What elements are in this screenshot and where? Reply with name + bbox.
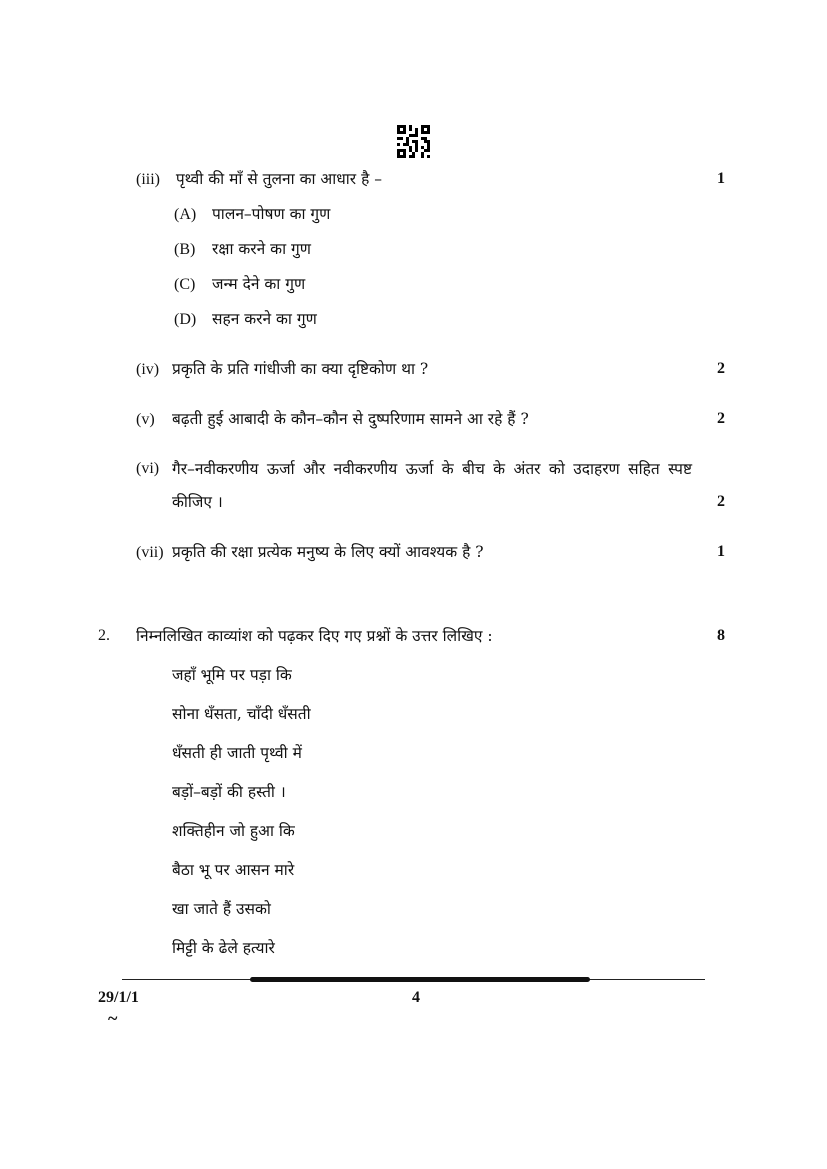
option-text: रक्षा करने का गुण: [212, 240, 311, 258]
option-label: (A): [174, 206, 197, 223]
question-v: [136, 409, 529, 430]
question-number: (vii): [136, 544, 164, 561]
option-text: जन्म देने का गुण: [212, 275, 306, 293]
marks: 2: [717, 493, 725, 510]
question-number: (iii): [136, 171, 160, 188]
question-text: पृथ्वी की माँ से तुलना का आधार है –: [175, 170, 382, 188]
option-d: [174, 309, 317, 330]
marks: 1: [717, 543, 725, 560]
question-vii: [136, 542, 484, 563]
option-a: [174, 204, 330, 225]
option-label: (D): [174, 311, 197, 328]
footer-mark: ~: [108, 1008, 118, 1028]
footer-rule-bold: [250, 977, 590, 982]
paper-code: 29/1/1: [98, 989, 139, 1006]
option-c: [174, 274, 305, 295]
poem-line: जहाँ भूमि पर पड़ा कि: [172, 666, 292, 684]
poem-line: धँसती ही जाती पृथ्वी में: [172, 744, 302, 762]
question-text: प्रकृति की रक्षा प्रत्येक मनुष्य के लिए क्यों आवश्यक है ?: [172, 543, 484, 561]
qr-code-icon: [397, 125, 430, 158]
question-text-line2: कीजिए ।: [172, 493, 223, 511]
question-number: (v): [136, 411, 155, 428]
question-text-line1: गैर–नवीकरणीय ऊर्जा और नवीकरणीय ऊर्जा के बीच के अंतर को उदाहरण सहित स्पष्ट: [172, 460, 692, 478]
marks: 2: [717, 410, 725, 427]
question-number: (vi): [136, 460, 160, 477]
poem-line: शक्तिहीन जो हुआ कि: [172, 822, 295, 840]
question-vi: [136, 459, 692, 479]
marks: 2: [717, 360, 725, 377]
page-number: 4: [412, 989, 420, 1006]
question-text: प्रकृति के प्रति गांधीजी का क्या दृष्टिकोण था ?: [172, 360, 429, 378]
poem-line: खा जाते हैं उसको: [172, 900, 271, 918]
question-iv: [136, 359, 428, 380]
poem-line: मिट्टी के ढेले हत्यारे: [172, 939, 275, 957]
option-label: (C): [174, 276, 196, 293]
option-text: पालन–पोषण का गुण: [212, 205, 331, 223]
question-iii: [136, 169, 382, 190]
question-number: (iv): [136, 361, 160, 378]
marks: 1: [717, 170, 725, 187]
option-b: [174, 239, 311, 260]
poem-line: सोना धँसता, चाँदी धँसती: [172, 705, 311, 723]
question-number: 2.: [98, 627, 110, 644]
marks: 8: [717, 627, 725, 644]
question-text: बढ़ती हुई आबादी के कौन–कौन से दुष्परिणाम सामने आ रहे हैं ?: [172, 410, 529, 428]
poem-line: बड़ों–बड़ों की हस्ती ।: [172, 783, 286, 801]
poem-line: बैठा भू पर आसन मारे: [172, 861, 295, 879]
question-text: निम्नलिखित काव्यांश को पढ़कर दिए गए प्रश्नों के उत्तर लिखिए :: [136, 627, 493, 645]
option-text: सहन करने का गुण: [212, 310, 317, 328]
option-label: (B): [174, 241, 196, 258]
